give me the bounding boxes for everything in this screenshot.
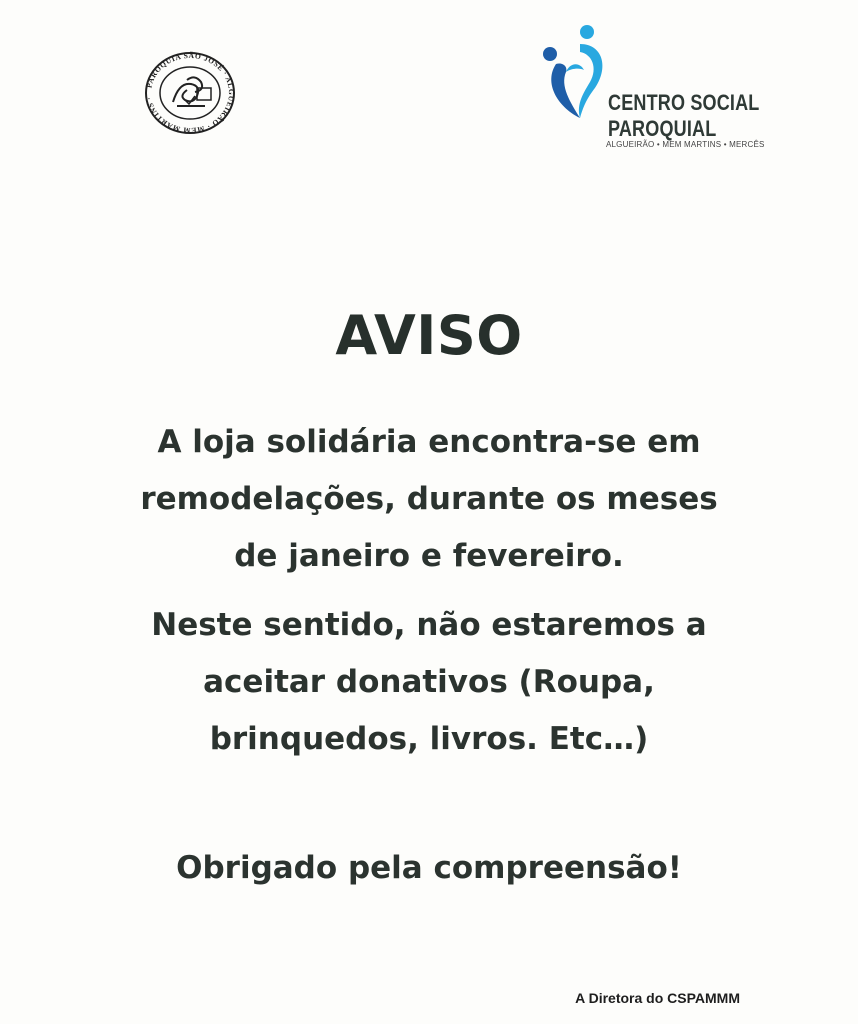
- svg-text:PAROQUIA SÃO JOSÉ · ALGUEIRÃO: PAROQUIA SÃO JOSÉ · ALGUEIRÃO · MEM MARTINS ·: [144, 50, 237, 136]
- thanks-message: Obrigado pela compreensão!: [176, 850, 682, 886]
- parish-seal: [143, 50, 237, 136]
- parish-seal-icon: [143, 50, 237, 136]
- centro-social-logo: [540, 22, 765, 157]
- paragraph-line: aceitar donativos (Roupa,: [203, 664, 655, 700]
- paragraph-line: brinquedos, livros. Etc…): [209, 721, 649, 757]
- logo-name-line2: PAROQUIAL: [608, 116, 717, 141]
- notice-paragraph-2: [0, 597, 858, 768]
- paragraph-line: Neste sentido, não estaremos a: [151, 607, 707, 643]
- logo-name-line1: CENTRO SOCIAL: [608, 90, 760, 115]
- signature: A Diretora do CSPAMMM: [575, 990, 740, 1006]
- paragraph-line: de janeiro e fevereiro.: [234, 538, 624, 574]
- paragraph-line: remodelações, durante os meses: [140, 481, 718, 517]
- notice-paragraph-1: [0, 414, 858, 585]
- heart-people-icon: [540, 22, 610, 122]
- logo-subline: ALGUEIRÃO • MEM MARTINS • MERCÊS: [606, 140, 765, 149]
- notice-title: AVISO: [335, 304, 523, 367]
- paragraph-line: A loja solidária encontra-se em: [157, 424, 701, 460]
